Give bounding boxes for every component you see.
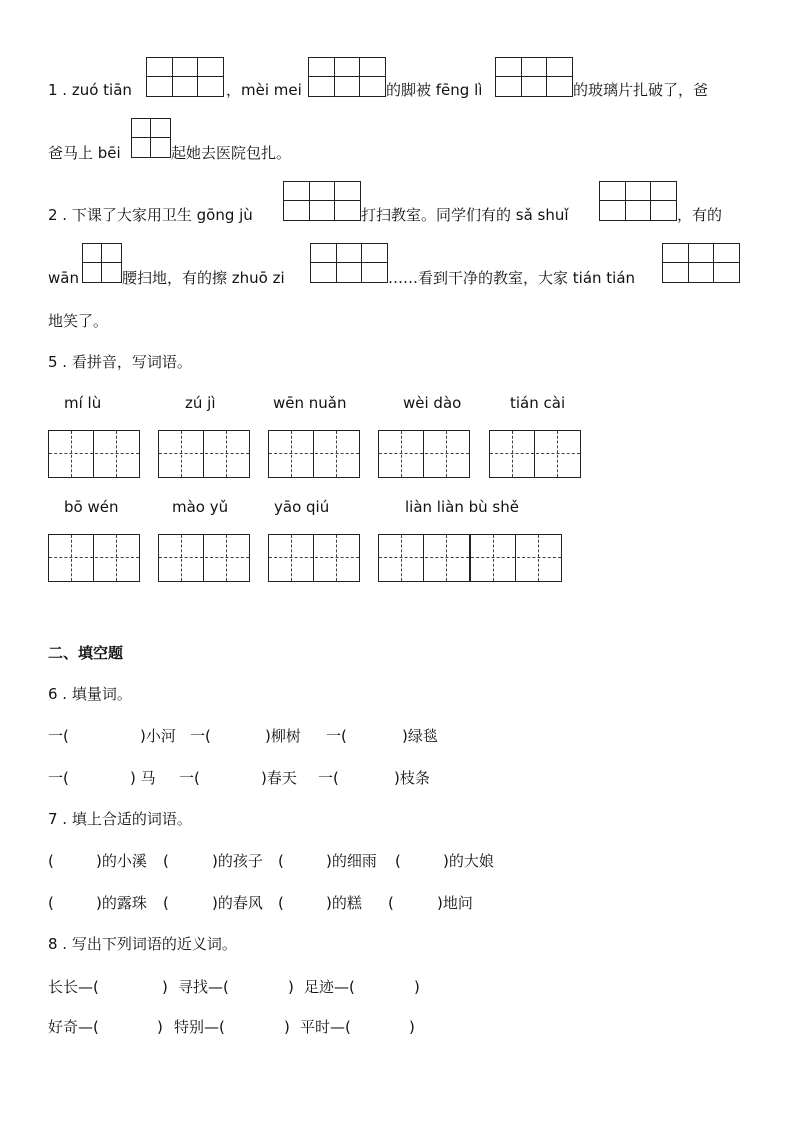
tianzige-answer-box[interactable]	[308, 57, 386, 97]
fill-open: (	[163, 894, 169, 912]
fill-close: )柳树	[265, 727, 301, 745]
pinyin-label: wēn nuǎn	[273, 394, 347, 412]
fill-close: )地问	[437, 894, 473, 912]
fill-open: 一(	[318, 769, 339, 787]
practice-grid[interactable]	[489, 430, 581, 478]
section-heading: 二、填空题	[48, 644, 124, 662]
pinyin-label: tián cài	[510, 394, 566, 412]
q2-text-3: ，有的	[677, 206, 723, 224]
q2-text-6: ……看到干净的教室，大家 tián tián	[388, 269, 636, 287]
fill-open: (	[163, 852, 169, 870]
practice-grid[interactable]	[268, 534, 360, 582]
tianzige-answer-box[interactable]	[146, 57, 224, 97]
practice-grid[interactable]	[470, 534, 562, 582]
tianzige-answer-box[interactable]	[599, 181, 677, 221]
q6-title: 6 . 填量词。	[48, 685, 132, 703]
tianzige-answer-box[interactable]	[283, 181, 361, 221]
fill-open: 好奇—(	[48, 1018, 99, 1036]
fill-close: )的细雨	[326, 852, 377, 870]
tianzige-answer-box[interactable]	[310, 243, 388, 283]
fill-close: )	[409, 1018, 415, 1036]
q1-text-1: 1 . zuó tiān	[48, 81, 132, 99]
fill-open: (	[388, 894, 394, 912]
q2-text-5: 腰扫地，有的擦 zhuō zi	[122, 269, 285, 287]
fill-open: (	[278, 852, 284, 870]
fill-close: )	[162, 978, 168, 996]
pinyin-label: wèi dào	[403, 394, 462, 412]
fill-close: )小河	[140, 727, 176, 745]
fill-open: 一(	[326, 727, 347, 745]
q1-text-5: 爸马上 bēi	[48, 144, 121, 162]
pinyin-label: mí lù	[64, 394, 102, 412]
q2-text-7: 地笑了。	[48, 312, 109, 330]
fill-close: )的露珠	[96, 894, 147, 912]
q8-title: 8 . 写出下列词语的近义词。	[48, 935, 237, 953]
fill-open: (	[395, 852, 401, 870]
tianzige-answer-box[interactable]	[662, 243, 740, 283]
q7-title: 7 . 填上合适的词语。	[48, 810, 192, 828]
fill-close: )枝条	[394, 769, 430, 787]
q2-text-4: wān	[48, 269, 79, 287]
fill-close: ) 马	[130, 769, 156, 787]
fill-open: 特别—(	[174, 1018, 225, 1036]
pinyin-label: yāo qiú	[274, 498, 330, 516]
fill-open: (	[48, 852, 54, 870]
fill-close: )的孩子	[212, 852, 263, 870]
practice-grid[interactable]	[378, 534, 470, 582]
fill-close: )的春风	[212, 894, 263, 912]
fill-close: )	[284, 1018, 290, 1036]
practice-grid[interactable]	[268, 430, 360, 478]
practice-grid[interactable]	[378, 430, 470, 478]
fill-close: )的大娘	[443, 852, 494, 870]
practice-grid[interactable]	[48, 534, 140, 582]
practice-grid[interactable]	[158, 534, 250, 582]
practice-grid[interactable]	[48, 430, 140, 478]
fill-open: 一(	[48, 727, 69, 745]
pinyin-label: liàn liàn bù shě	[405, 498, 519, 516]
fill-open: 一(	[190, 727, 211, 745]
q1-text-6: 起她去医院包扎。	[171, 144, 292, 162]
fill-open: 足迹—(	[304, 978, 355, 996]
fill-open: 长长—(	[48, 978, 99, 996]
practice-grid[interactable]	[158, 430, 250, 478]
q2-text-1: 2 . 下课了大家用卫生 gōng jù	[48, 206, 253, 224]
q2-text-2: 打扫教室。同学们有的 sǎ shuǐ	[361, 206, 569, 224]
q5-title: 5 . 看拼音，写词语。	[48, 353, 192, 371]
q1-text-2: ，mèi mei	[226, 81, 302, 99]
pinyin-label: bō wén	[64, 498, 119, 516]
tianzige-answer-box[interactable]	[495, 57, 573, 97]
fill-close: )绿毯	[402, 727, 438, 745]
fill-close: )的糕	[326, 894, 362, 912]
fill-close: )	[157, 1018, 163, 1036]
tianzige-answer-box[interactable]	[82, 243, 122, 283]
fill-open: 平时—(	[300, 1018, 351, 1036]
fill-close: )	[414, 978, 420, 996]
fill-open: 一(	[48, 769, 69, 787]
fill-open: 寻找—(	[178, 978, 229, 996]
fill-close: )的小溪	[96, 852, 147, 870]
q1-text-4: 的玻璃片扎破了，爸	[573, 81, 709, 99]
tianzige-answer-box[interactable]	[131, 118, 171, 158]
fill-open: 一(	[179, 769, 200, 787]
fill-open: (	[278, 894, 284, 912]
pinyin-label: zú jì	[185, 394, 216, 412]
pinyin-label: mào yǔ	[172, 498, 229, 516]
fill-close: )	[288, 978, 294, 996]
fill-open: (	[48, 894, 54, 912]
q1-text-3: 的脚被 fēng lì	[386, 81, 483, 99]
fill-close: )春天	[261, 769, 297, 787]
